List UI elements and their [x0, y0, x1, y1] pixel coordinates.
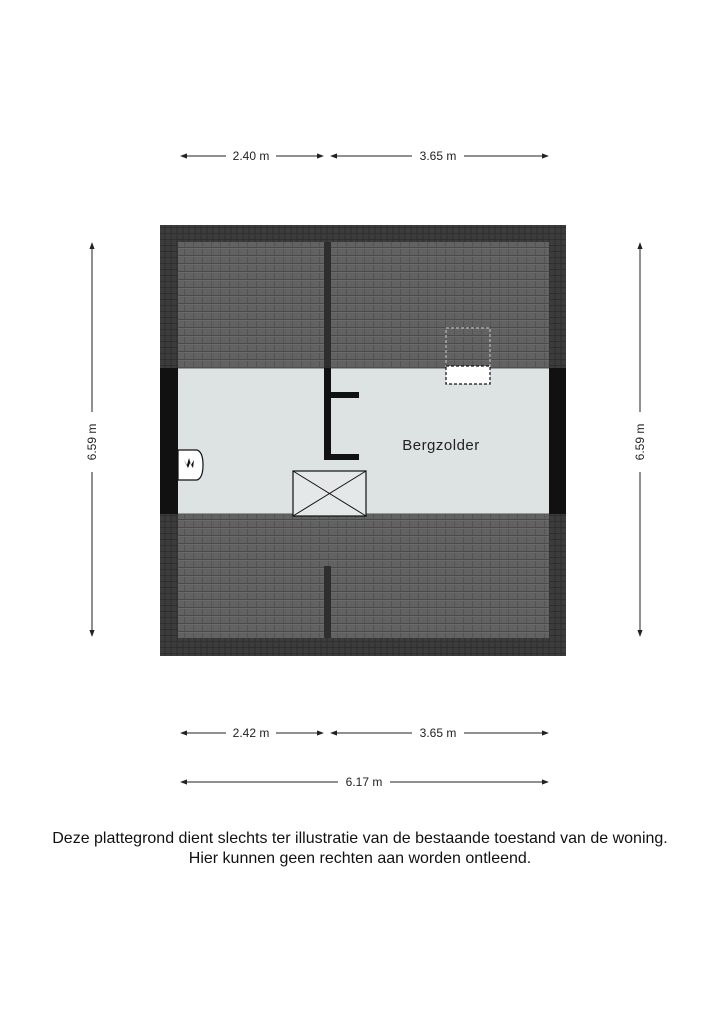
- wall-right: [549, 368, 566, 514]
- dimension-bottom-right: 3.65 m: [419, 726, 457, 740]
- dimension-bottom: [181, 726, 548, 740]
- roof-bottom: [178, 514, 549, 638]
- dimension-left: [85, 243, 99, 636]
- room-label-bergzolder: Bergzolder: [402, 437, 480, 454]
- roof-top: [178, 242, 549, 368]
- dimension-bottom-total: 6.17 m: [345, 775, 383, 789]
- disclaimer-line-2: Hier kunnen geen rechten aan worden ontleend.: [188, 850, 532, 867]
- wall-left: [160, 368, 178, 514]
- roof-divider-bottom: [324, 566, 331, 638]
- dimension-right-height: 6.59 m: [633, 423, 647, 461]
- dimension-top-left: 2.40 m: [232, 149, 270, 163]
- dimension-top-right: 3.65 m: [419, 149, 457, 163]
- dimension-total: [181, 775, 548, 789]
- boiler-icon: [178, 450, 203, 480]
- disclaimer-line-1: Deze plattegrond dient slechts ter illustratie van de bestaande toestand van de woning.: [52, 830, 668, 847]
- dimension-bottom-left: 2.42 m: [232, 726, 270, 740]
- dimension-left-height: 6.59 m: [85, 423, 99, 461]
- roof-divider-top: [324, 242, 331, 368]
- stair-hatch: [293, 471, 366, 516]
- building: [160, 225, 566, 656]
- dimension-right: [633, 243, 647, 636]
- dimension-top: [181, 149, 548, 163]
